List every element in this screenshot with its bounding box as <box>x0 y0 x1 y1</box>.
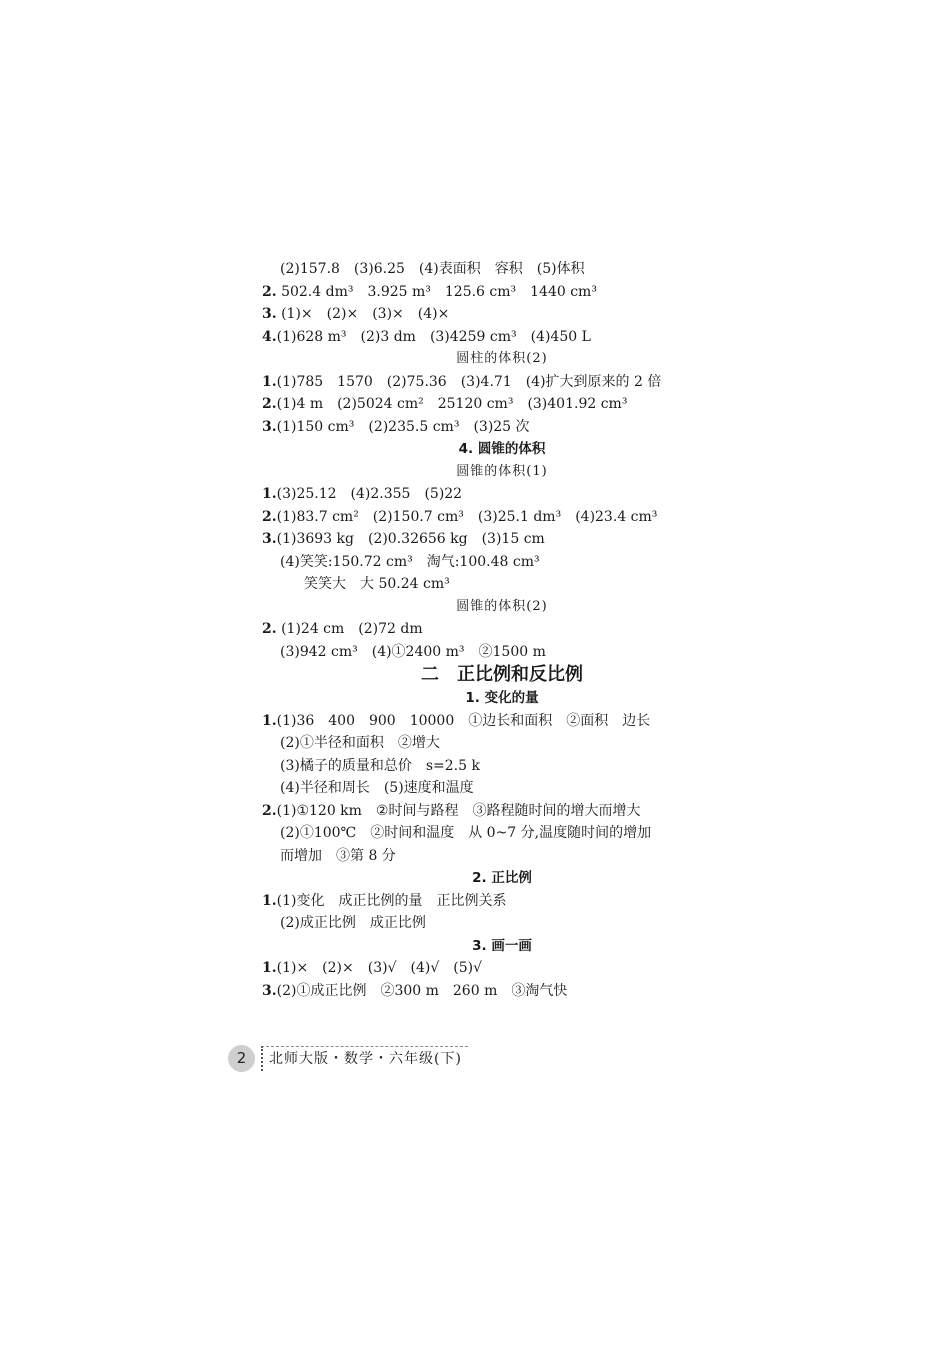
item-number: 2. <box>262 508 277 525</box>
answer-line <box>262 506 742 529</box>
answer-line <box>262 258 742 281</box>
item-number: 1. <box>262 960 277 976</box>
answer-line <box>262 980 742 1003</box>
answer-text: 502.4 dm³ 3.925 m³ 125.6 cm³ 1440 cm³ <box>281 283 597 300</box>
item-number: 1. <box>262 892 277 909</box>
item-number: 2. <box>262 283 277 300</box>
answer-text: (2)①半径和面积 ②增大 <box>280 735 440 751</box>
item-number: 4. <box>262 328 277 345</box>
answer-text: (2)①成正比例 ②300 m 260 m ③淘气快 <box>276 982 568 999</box>
section-heading: 1. 变化的量 <box>465 690 539 706</box>
answer-text: 笑笑大 大 50.24 cm³ <box>304 576 450 592</box>
item-number: 2. <box>262 396 277 412</box>
answer-line <box>262 641 742 664</box>
answer-text: (1)785 1570 (2)75.36 (3)4.71 (4)扩大到原来的 2 倍 <box>276 373 662 390</box>
page-footer <box>228 1044 468 1072</box>
answer-line <box>262 416 742 439</box>
chapter-heading <box>262 663 742 687</box>
answer-line <box>262 393 742 416</box>
answer-text: (3)橘子的质量和总价 s=2.5 k <box>280 757 480 774</box>
answer-line <box>262 845 742 868</box>
answer-text: (2)①100℃ ②时间和温度 从 0~7 分,温度随时间的增加 <box>280 825 652 841</box>
answer-line <box>262 710 742 733</box>
answer-line <box>262 326 742 349</box>
answer-line <box>262 281 742 304</box>
answer-text: (1)150 cm³ (2)235.5 cm³ (3)25 次 <box>276 418 530 435</box>
answer-line <box>262 551 742 574</box>
subsection-heading: 圆锥的体积(2) <box>456 598 548 614</box>
answer-text: 而增加 ③第 8 分 <box>280 847 396 864</box>
item-number: 2. <box>262 621 277 637</box>
answer-text: (2)157.8 (3)6.25 (4)表面积 容积 (5)体积 <box>280 261 585 277</box>
section-heading: 2. 正比例 <box>472 870 532 886</box>
answer-line <box>262 483 742 506</box>
chapter-title: 正比例和反比例 <box>457 664 583 685</box>
answer-text: (1)变化 成正比例的量 正比例关系 <box>276 892 507 909</box>
answer-text: (1)83.7 cm² (2)150.7 cm³ (3)25.1 dm³ (4)23.4 cm³ <box>276 508 658 525</box>
answer-line <box>262 371 742 394</box>
answer-line <box>262 890 742 913</box>
answer-line <box>262 303 742 326</box>
answer-text: (3)942 cm³ (4)①2400 m³ ②1500 m <box>280 643 546 660</box>
answer-text: (1)①120 km ②时间与路程 ③路程随时间的增大而增大 <box>276 802 641 819</box>
section-heading: 4. 圆锥的体积 <box>458 441 546 457</box>
subsection-heading: 圆锥的体积(1) <box>456 463 548 479</box>
answer-line <box>262 800 742 823</box>
answer-line <box>262 822 742 845</box>
page-number: 2 <box>228 1045 255 1072</box>
item-number: 3. <box>262 418 277 435</box>
item-number: 3. <box>262 306 277 322</box>
answer-text: (1)× (2)× (3)√ (4)√ (5)√ <box>276 960 483 976</box>
answer-text: (3)25.12 (4)2.355 (5)22 <box>276 486 463 502</box>
answer-text: (4)笑笑:150.72 cm³ 淘气:100.48 cm³ <box>280 553 540 570</box>
answer-line <box>262 755 742 778</box>
answer-line <box>262 957 742 980</box>
answer-text: (2)成正比例 成正比例 <box>280 915 426 931</box>
subsection-heading: 圆柱的体积(2) <box>456 351 548 366</box>
answer-text: (1)3693 kg (2)0.32656 kg (3)15 cm <box>276 531 545 547</box>
answer-line <box>262 777 742 800</box>
answer-line <box>262 732 742 755</box>
section-heading: 3. 画一画 <box>472 937 532 954</box>
chapter-number: 二 <box>421 664 439 685</box>
answer-line <box>262 528 742 551</box>
item-number: 3. <box>262 531 277 547</box>
item-number: 1. <box>262 712 277 729</box>
answer-text: (1)628 m³ (2)3 dm (3)4259 cm³ (4)450 L <box>276 328 591 345</box>
item-number: 2. <box>262 802 277 819</box>
answer-line <box>262 912 742 935</box>
answer-text: (4)半径和周长 (5)速度和温度 <box>280 780 474 796</box>
answer-content <box>262 258 742 1002</box>
answer-text: (1)4 m (2)5024 cm² 25120 cm³ (3)401.92 cm³ <box>276 396 628 412</box>
answer-line <box>262 573 742 596</box>
book-info: 北师大版・数学・六年级(下) <box>261 1046 468 1071</box>
item-number: 1. <box>262 373 277 390</box>
item-number: 1. <box>262 486 277 502</box>
answer-line <box>262 618 742 641</box>
answer-text: (1)36 400 900 10000 ①边长和面积 ②面积 边长 <box>276 712 651 729</box>
item-number: 3. <box>262 982 277 999</box>
answer-text: (1)24 cm (2)72 dm <box>281 621 423 637</box>
answer-text: (1)× (2)× (3)× (4)× <box>281 306 450 322</box>
